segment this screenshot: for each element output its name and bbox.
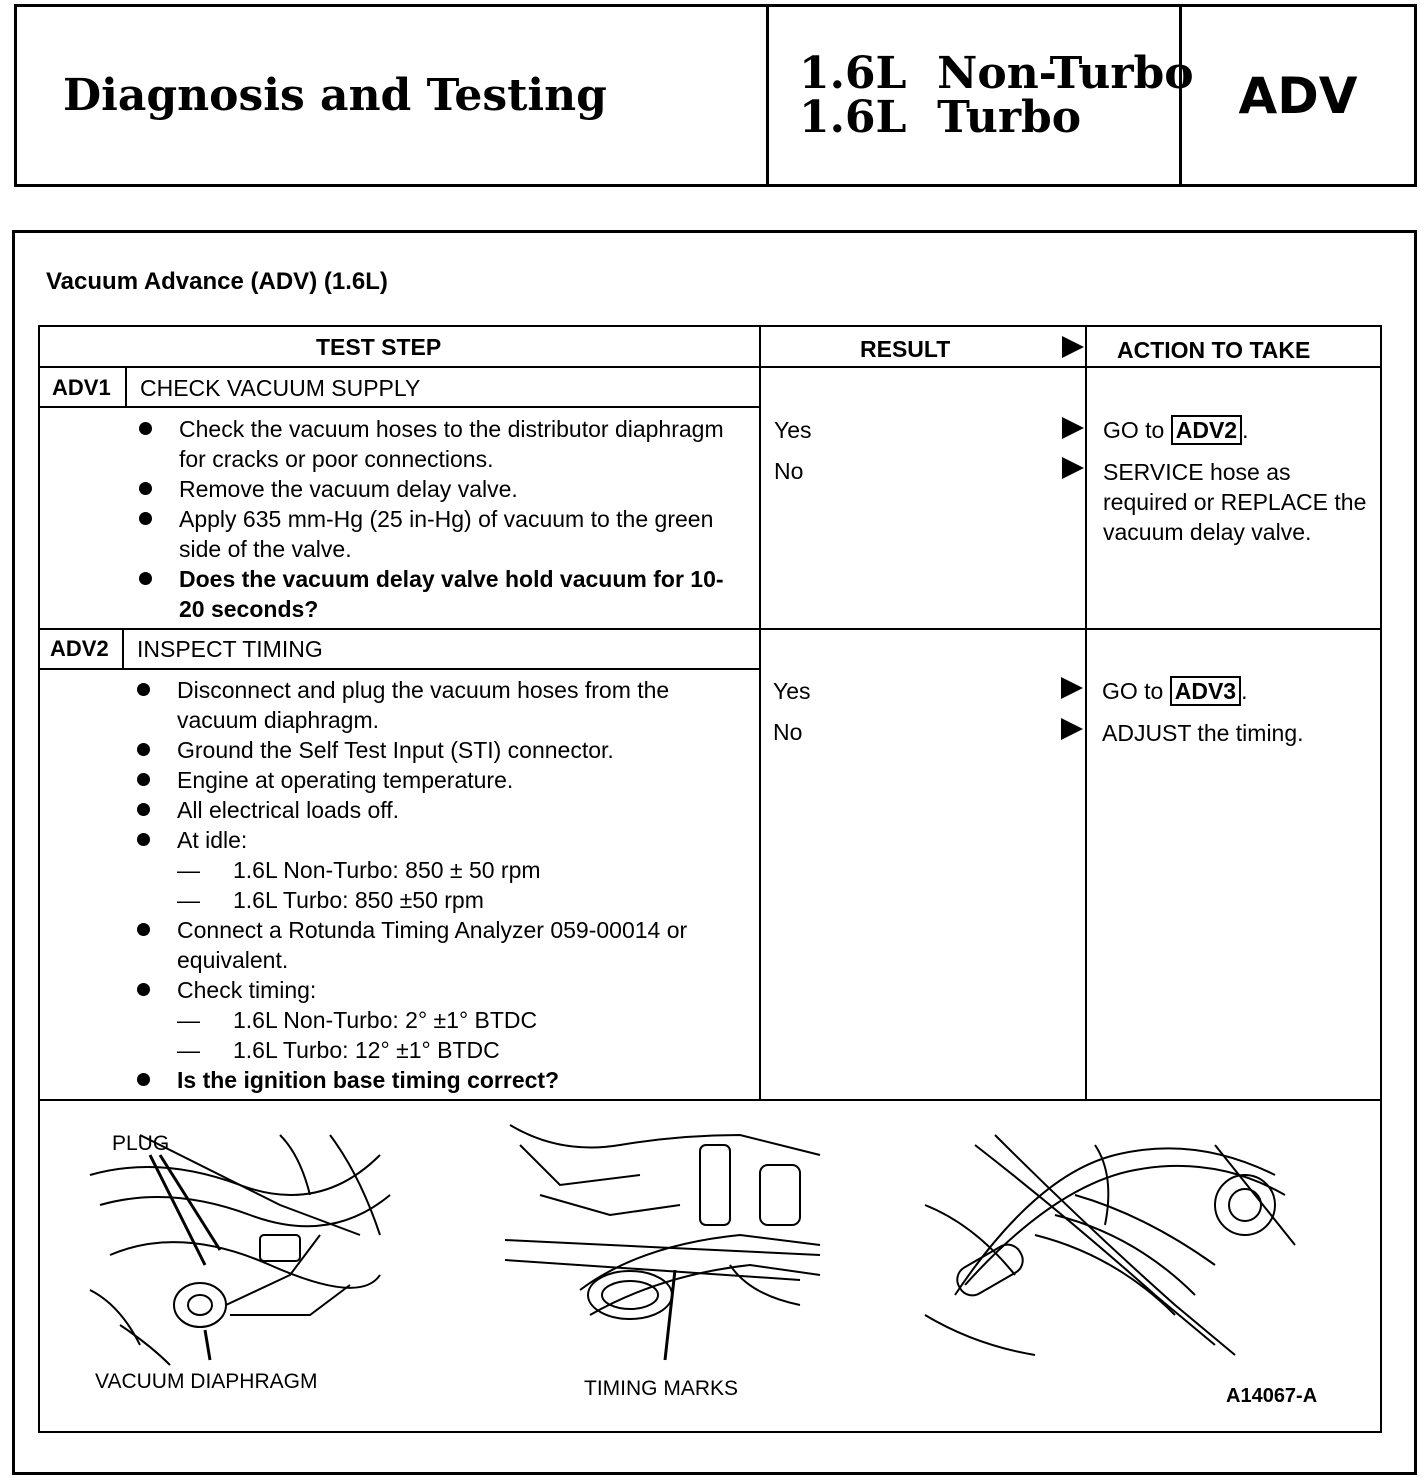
header-engine-non-turbo: 1.6L Non-Turbo bbox=[799, 47, 1194, 99]
connector-illustration bbox=[915, 1115, 1315, 1375]
col-divider-result bbox=[759, 325, 761, 1100]
step-divider bbox=[38, 628, 1382, 630]
adv2-result-no: No bbox=[773, 719, 803, 745]
arrow-icon bbox=[1062, 457, 1084, 479]
label-plug: PLUG bbox=[112, 1132, 170, 1155]
step-id-adv2: ADV2 bbox=[50, 636, 109, 661]
header-engines bbox=[769, 7, 1194, 184]
adv2-id-divider bbox=[122, 628, 124, 669]
table-header-divider bbox=[38, 366, 1382, 368]
list-item: Connect a Rotunda Timing Analyzer 059-00014 or equivalent. bbox=[177, 915, 742, 975]
col-divider-action bbox=[1085, 325, 1087, 1100]
col-header-test-step: TEST STEP bbox=[316, 334, 442, 360]
bullet-icon bbox=[137, 743, 150, 756]
list-item: Disconnect and plug the vacuum hoses from the vacuum diaphragm. bbox=[177, 675, 742, 735]
adv1-action-no: SERVICE hose as required or REPLACE the vacuum delay valve. bbox=[1103, 459, 1367, 545]
step-title-adv2: INSPECT TIMING bbox=[137, 636, 323, 662]
label-vacuum-diaphragm: VACUUM DIAPHRAGM bbox=[95, 1370, 318, 1393]
col-header-result: RESULT bbox=[860, 336, 951, 362]
adv2-title-divider bbox=[38, 668, 760, 670]
section-title: Vacuum Advance (ADV) (1.6L) bbox=[46, 268, 388, 295]
arrow-icon bbox=[1061, 718, 1083, 740]
adv2-action-no: ADJUST the timing. bbox=[1102, 720, 1304, 746]
list-item: Apply 635 mm-Hg (25 in-Hg) of vacuum to the green side of the valve. bbox=[179, 504, 739, 564]
bullet-icon bbox=[137, 1073, 150, 1086]
list-item: All electrical loads off. bbox=[177, 795, 742, 825]
list-item: At idle: bbox=[177, 825, 742, 855]
list-item: Ground the Self Test Input (STI) connector. bbox=[177, 735, 742, 765]
adv3-reference: ADV3 bbox=[1170, 676, 1241, 706]
timing-marks-illustration bbox=[500, 1115, 825, 1365]
list-item: Engine at operating temperature. bbox=[177, 765, 742, 795]
list-item: Check timing: bbox=[177, 975, 742, 1005]
figure-id: A14067-A bbox=[1226, 1385, 1318, 1407]
bullet-icon bbox=[139, 422, 152, 435]
adv1-title-divider bbox=[38, 406, 760, 408]
label-timing-marks: TIMING MARKS bbox=[584, 1377, 739, 1400]
bullet-icon bbox=[137, 803, 150, 816]
figure-divider bbox=[38, 1099, 1382, 1101]
header-engine-turbo: 1.6L Turbo bbox=[799, 91, 1082, 143]
adv1-action-yes: GO to ADV2 . bbox=[1103, 417, 1249, 443]
adv1-id-divider bbox=[125, 366, 127, 407]
step-title-adv1: CHECK VACUUM SUPPLY bbox=[140, 375, 421, 401]
adv2-action-yes: GO to ADV3 . bbox=[1102, 678, 1248, 704]
sub-item: — 1.6L Non-Turbo: 2° ±1° BTDC bbox=[177, 1007, 538, 1033]
adv1-instructions bbox=[179, 414, 739, 624]
col-header-action: ACTION TO TAKE bbox=[1117, 337, 1311, 363]
list-item: Remove the vacuum delay valve. bbox=[179, 474, 739, 504]
header-title: Diagnosis and Testing bbox=[17, 7, 769, 184]
adv2-reference: ADV2 bbox=[1171, 415, 1242, 445]
adv2-result-yes: Yes bbox=[773, 678, 811, 704]
arrow-icon bbox=[1061, 677, 1083, 699]
bullet-icon bbox=[139, 512, 152, 525]
sub-item: — 1.6L Non-Turbo: 850 ± 50 rpm bbox=[177, 857, 541, 883]
adv2-instructions bbox=[177, 675, 742, 1095]
sub-item: — 1.6L Turbo: 850 ±50 rpm bbox=[177, 887, 484, 913]
page-header bbox=[14, 4, 1417, 187]
bullet-icon bbox=[137, 983, 150, 996]
bullet-icon bbox=[137, 923, 150, 936]
sub-item: — 1.6L Turbo: 12° ±1° BTDC bbox=[177, 1037, 500, 1063]
bullet-icon bbox=[137, 683, 150, 696]
step-id-adv1: ADV1 bbox=[52, 375, 111, 400]
arrow-icon bbox=[1062, 336, 1084, 358]
list-item-question: Does the vacuum delay valve hold vacuum for 10-20 seconds? bbox=[179, 564, 739, 624]
header-code: ADV bbox=[1238, 66, 1358, 125]
adv1-result-yes: Yes bbox=[774, 417, 812, 443]
adv1-result-no: No bbox=[774, 458, 804, 484]
bullet-icon bbox=[137, 773, 150, 786]
bullet-icon bbox=[139, 482, 152, 495]
list-item: Check the vacuum hoses to the distributor diaphragm for cracks or poor connections. bbox=[179, 414, 739, 474]
arrow-icon bbox=[1062, 417, 1084, 439]
bullet-icon bbox=[137, 833, 150, 846]
bullet-icon bbox=[139, 572, 152, 585]
list-item-question: Is the ignition base timing correct? bbox=[177, 1065, 742, 1095]
